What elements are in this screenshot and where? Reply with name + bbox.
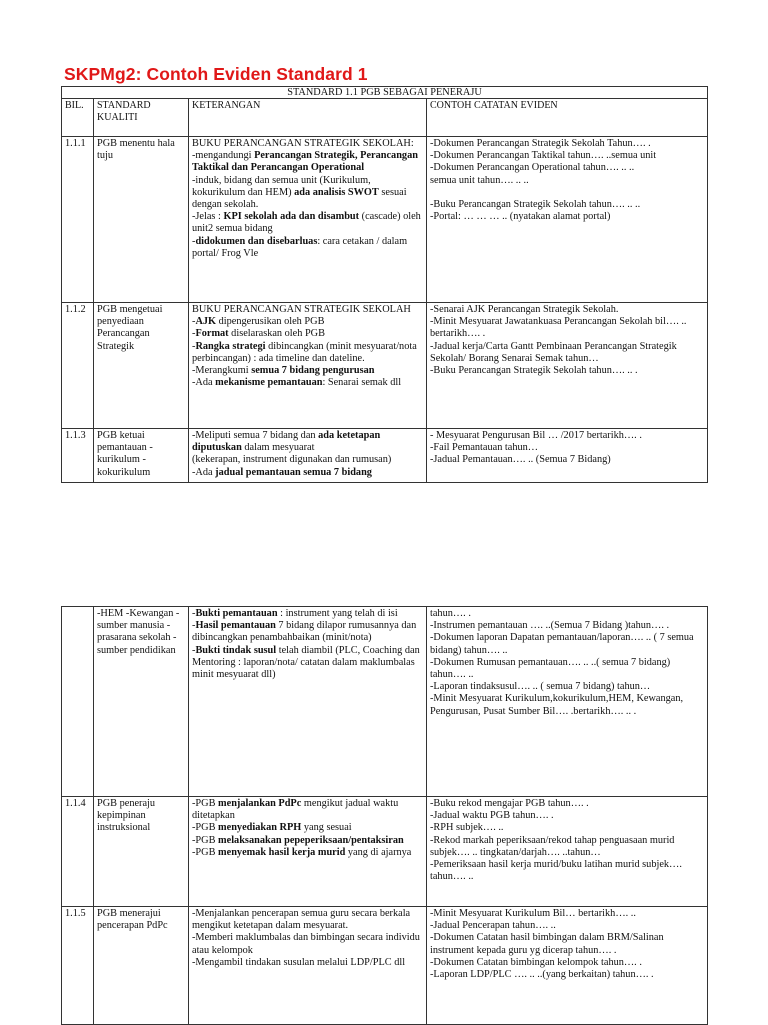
evidence-line: -Dokumen Perancangan Taktikal tahun…. ..semua unit bbox=[430, 150, 657, 162]
bold-text: melaksanakan pepeperiksaan/pentaksiran bbox=[218, 834, 404, 846]
row-standard: PGB ketuai pemantauan -kurikulum -kokurikulum bbox=[94, 429, 189, 483]
keterangan-line bbox=[192, 957, 423, 969]
evidence-line: -Portal: … … … .. (nyatakan alamat portal) bbox=[430, 211, 611, 223]
evidence-line: -Minit Mesyuarat Kurikulum Bil… bertarikh…. .. bbox=[430, 908, 636, 919]
bold-text: AJK bbox=[195, 316, 217, 328]
row-keterangan bbox=[189, 907, 427, 1025]
text: -PGB bbox=[192, 798, 219, 809]
row-bil bbox=[62, 607, 94, 797]
keterangan-line bbox=[192, 304, 423, 316]
evidence-line: -Jadual Pemantauan…. .. (Semua 7 Bidang) bbox=[430, 454, 611, 466]
row-contoh bbox=[427, 607, 708, 797]
evidence-line: -Laporan LDP/PLC …. .. ..(yang berkaitan) tahun…. . bbox=[430, 969, 654, 981]
evidence-line: -Rekod markah peperiksaan/rekod tahap penguasaan murid subjek…. .. tingkatan/darjah…. ..tahun… bbox=[430, 834, 675, 858]
keterangan-line bbox=[192, 835, 423, 847]
bold-text: Format bbox=[195, 328, 229, 340]
evidence-line: -Minit Mesyuarat Kurikulum,kokurikulum,HEM, Kewangan, Pengurusan, Pusat Sumber Bil…. .bertarikh…. .. . bbox=[430, 693, 684, 717]
evidence-line: -Minit Mesyuarat Jawatankuasa Perancangan Sekolah bil…. .. bertarikh…. . bbox=[430, 316, 687, 340]
keterangan-line bbox=[192, 211, 423, 235]
evidence-line: -Dokumen laporan Dapatan pemantauan/laporan…. .. ( 7 semua bidang) tahun…. .. bbox=[430, 632, 694, 656]
text: -Menjalankan pencerapan semua guru secara berkala mengikut ketetapan dalam mesyuarat. bbox=[192, 908, 411, 932]
evidence-line: - Mesyuarat Pengurusan Bil … /2017 bertarikh…. . bbox=[430, 430, 642, 441]
bold-text: Rangka strategi bbox=[195, 340, 266, 352]
text: dibincangkan (minit mesyuarat/nota perbincangan) : ada timeline dan dateline. bbox=[192, 340, 417, 364]
header-bil: BIL. bbox=[62, 99, 94, 137]
evidence-line: -Pemeriksaan hasil kerja murid/buku latihan murid subjek…. tahun…. .. bbox=[430, 859, 682, 883]
text: -PGB bbox=[192, 834, 219, 846]
evidence-line: -Dokumen Perancangan Operational tahun…. .. .. bbox=[430, 162, 635, 174]
text: - bbox=[192, 620, 196, 632]
evidence-line: -RPH subjek…. .. bbox=[430, 822, 504, 834]
keterangan-line bbox=[192, 365, 423, 377]
text: BUKU PERANCANGAN STRATEGIK SEKOLAH: bbox=[192, 138, 414, 149]
keterangan-line bbox=[192, 138, 423, 150]
row-standard: PGB mengetuai penyediaan Perancangan Strategik bbox=[94, 303, 189, 429]
evidence-line: -Jadual waktu PGB tahun…. . bbox=[430, 810, 554, 822]
bold-text: menjalankan PdPc bbox=[218, 798, 302, 809]
row-standard: -HEM -Kewangan -sumber manusia -prasarana sekolah -sumber pendidikan bbox=[94, 607, 189, 797]
text: sesuai dengan sekolah. bbox=[192, 186, 407, 211]
row-keterangan bbox=[189, 137, 427, 303]
table-row bbox=[62, 137, 708, 303]
evidence-line: semua unit tahun…. .. .. bbox=[430, 174, 529, 186]
keterangan-line bbox=[192, 798, 423, 822]
evidence-line: -Dokumen Catatan hasil bimbingan dalam BRM/Salinan instrument kepada guru yg dicerap tahun…. . bbox=[430, 932, 664, 956]
text: - bbox=[192, 316, 196, 328]
keterangan-line bbox=[192, 377, 423, 389]
table-row bbox=[62, 797, 708, 907]
text: - bbox=[192, 644, 196, 656]
text: - bbox=[192, 235, 196, 247]
standard-table-continued bbox=[61, 606, 708, 1025]
row-bil: 1.1.5 bbox=[62, 907, 94, 1025]
keterangan-line bbox=[192, 908, 423, 932]
evidence-line: -Jadual kerja/Carta Gantt Pembinaan Perancangan Strategik Sekolah/ Borang Senarai Semak tahun… bbox=[430, 340, 677, 364]
row-contoh bbox=[427, 907, 708, 1025]
bold-text: Hasil pemantauan bbox=[195, 620, 276, 632]
evidence-line: -Buku Perancangan Strategik Sekolah tahun…. .. .. bbox=[430, 199, 641, 211]
bold-text: mekanisme pemantauan bbox=[215, 377, 323, 389]
text: - bbox=[192, 328, 196, 340]
text: (cascade) oleh unit2 semua bidang bbox=[192, 211, 421, 235]
row-contoh bbox=[427, 429, 708, 483]
row-keterangan bbox=[189, 607, 427, 797]
evidence-line: -Jadual Pencerapan tahun…. .. bbox=[430, 920, 556, 932]
bold-text: menyemak hasil kerja murid bbox=[218, 846, 346, 858]
bold-text: Perancangan Strategik, Perancangan Taktikal dan Perancangan Operational bbox=[192, 150, 418, 174]
table-row bbox=[62, 303, 708, 429]
text: -Ada bbox=[192, 466, 216, 478]
evidence-line: -Laporan tindaksusul…. .. ( semua 7 bidang) tahun… bbox=[430, 681, 651, 693]
header-contoh: CONTOH CATATAN EVIDEN bbox=[427, 99, 708, 137]
row-standard: PGB menentu hala tuju bbox=[94, 137, 189, 303]
text: yang di ajarnya bbox=[345, 846, 412, 858]
text: - bbox=[192, 608, 196, 619]
keterangan-line bbox=[192, 236, 423, 260]
bold-text: ada analisis SWOT bbox=[294, 186, 379, 198]
text: dipengerusikan oleh PGB bbox=[216, 316, 325, 328]
bold-text: KPI sekolah ada dan disambut bbox=[223, 211, 360, 223]
keterangan-line bbox=[192, 175, 423, 212]
row-bil: 1.1.3 bbox=[62, 429, 94, 483]
keterangan-line bbox=[192, 822, 423, 834]
row-bil: 1.1.1 bbox=[62, 137, 94, 303]
text: telah diambil (PLC, Coaching dan Mentoring : laporan/nota/ catatan dalam maklumbalas minit mesyuarat dll) bbox=[192, 644, 420, 681]
text: (kekerapan, instrument digunakan dan rumusan) bbox=[192, 454, 392, 466]
text: -mengandungi bbox=[192, 150, 255, 162]
keterangan-line bbox=[192, 645, 423, 682]
row-bil: 1.1.4 bbox=[62, 797, 94, 907]
text: -Mengambil tindakan susulan melalui LDP/PLC dll bbox=[192, 956, 406, 968]
text: : instrument yang telah di isi bbox=[277, 608, 398, 619]
table-row bbox=[62, 607, 708, 797]
row-contoh bbox=[427, 303, 708, 429]
keterangan-line bbox=[192, 430, 423, 454]
header-keterangan: KETERANGAN bbox=[189, 99, 427, 137]
table-row bbox=[62, 907, 708, 1025]
bold-text: jadual pemantauan semua 7 bidang bbox=[215, 466, 372, 478]
bold-text: semua 7 bidang pengurusan bbox=[251, 365, 375, 377]
text: -Merangkumi bbox=[192, 365, 252, 377]
keterangan-line bbox=[192, 328, 423, 340]
text: : Senarai semak dll bbox=[322, 377, 402, 389]
table-row bbox=[62, 429, 708, 483]
text: yang sesuai bbox=[301, 822, 352, 834]
text: mengikut jadual waktu ditetapkan bbox=[192, 798, 399, 822]
text: diselaraskan oleh PGB bbox=[228, 328, 325, 340]
text: -Memberi maklumbalas dan bimbingan secara individu atau kelompok bbox=[192, 932, 420, 956]
evidence-line: -Instrumen pemantauan …. ..(Semua 7 Bidang )tahun…. . bbox=[430, 620, 670, 632]
row-standard: PGB peneraju kepimpinan instruksional bbox=[94, 797, 189, 907]
keterangan-line bbox=[192, 847, 423, 859]
keterangan-line bbox=[192, 454, 423, 466]
row-keterangan bbox=[189, 429, 427, 483]
evidence-line: -Fail Pemantauan tahun… bbox=[430, 442, 539, 454]
keterangan-line bbox=[192, 150, 423, 174]
keterangan-line bbox=[192, 608, 423, 620]
text: -PGB bbox=[192, 822, 219, 834]
keterangan-line bbox=[192, 932, 423, 956]
keterangan-line bbox=[192, 620, 423, 644]
text: -induk, bidang dan semua unit (Kurikulum, kokurikulum dan HEM) bbox=[192, 174, 371, 198]
keterangan-line bbox=[192, 467, 423, 479]
evidence-line: -Dokumen Perancangan Strategik Sekolah Tahun…. . bbox=[430, 138, 651, 149]
text: -Meliputi semua 7 bidang dan bbox=[192, 430, 319, 441]
keterangan-line bbox=[192, 316, 423, 328]
evidence-line: -Senarai AJK Perancangan Strategik Sekolah. bbox=[430, 304, 619, 315]
text: -Jelas : bbox=[192, 211, 224, 223]
keterangan-line bbox=[192, 341, 423, 365]
row-keterangan bbox=[189, 797, 427, 907]
header-standard: STANDARD KUALITI bbox=[94, 99, 189, 137]
text: -Ada bbox=[192, 377, 216, 389]
evidence-line bbox=[430, 187, 704, 199]
row-standard: PGB menerajui pencerapan PdPc bbox=[94, 907, 189, 1025]
bold-text: menyediakan RPH bbox=[218, 822, 302, 834]
bold-text: Bukti tindak susul bbox=[195, 644, 277, 656]
standard-table bbox=[61, 86, 708, 483]
row-contoh bbox=[427, 797, 708, 907]
row-contoh bbox=[427, 137, 708, 303]
row-keterangan bbox=[189, 303, 427, 429]
evidence-line: -Buku rekod mengajar PGB tahun…. . bbox=[430, 798, 589, 809]
text: : cara cetakan / dalam portal/ Frog Vle bbox=[192, 235, 408, 259]
text: 7 bidang dilapor rumusannya dan dibincangkan penambahbaikan (minit/nota) bbox=[192, 620, 417, 644]
bold-text: didokumen dan disebarluas bbox=[195, 235, 318, 247]
text: -PGB bbox=[192, 846, 219, 858]
evidence-line: -Buku Perancangan Strategik Sekolah tahun…. .. . bbox=[430, 365, 638, 377]
bold-text: ada ketetapan diputuskan bbox=[192, 430, 381, 454]
text: dalam mesyuarat bbox=[241, 442, 315, 454]
evidence-line: -Dokumen Catatan bimbingan kelompok tahun…. . bbox=[430, 956, 642, 968]
text: BUKU PERANCANGAN STRATEGIK SEKOLAH bbox=[192, 304, 411, 315]
evidence-line: tahun…. . bbox=[430, 608, 471, 619]
row-bil: 1.1.2 bbox=[62, 303, 94, 429]
bold-text: Bukti pemantauan bbox=[195, 608, 278, 619]
text: - bbox=[192, 340, 196, 352]
table-title: STANDARD 1.1 PGB SEBAGAI PENERAJU bbox=[62, 87, 708, 99]
document-title: SKPMg2: Contoh Eviden Standard 1 bbox=[64, 64, 368, 84]
evidence-line: -Dokumen Rumusan pemantauan…. .. ..( semua 7 bidang) tahun…. .. bbox=[430, 656, 671, 681]
